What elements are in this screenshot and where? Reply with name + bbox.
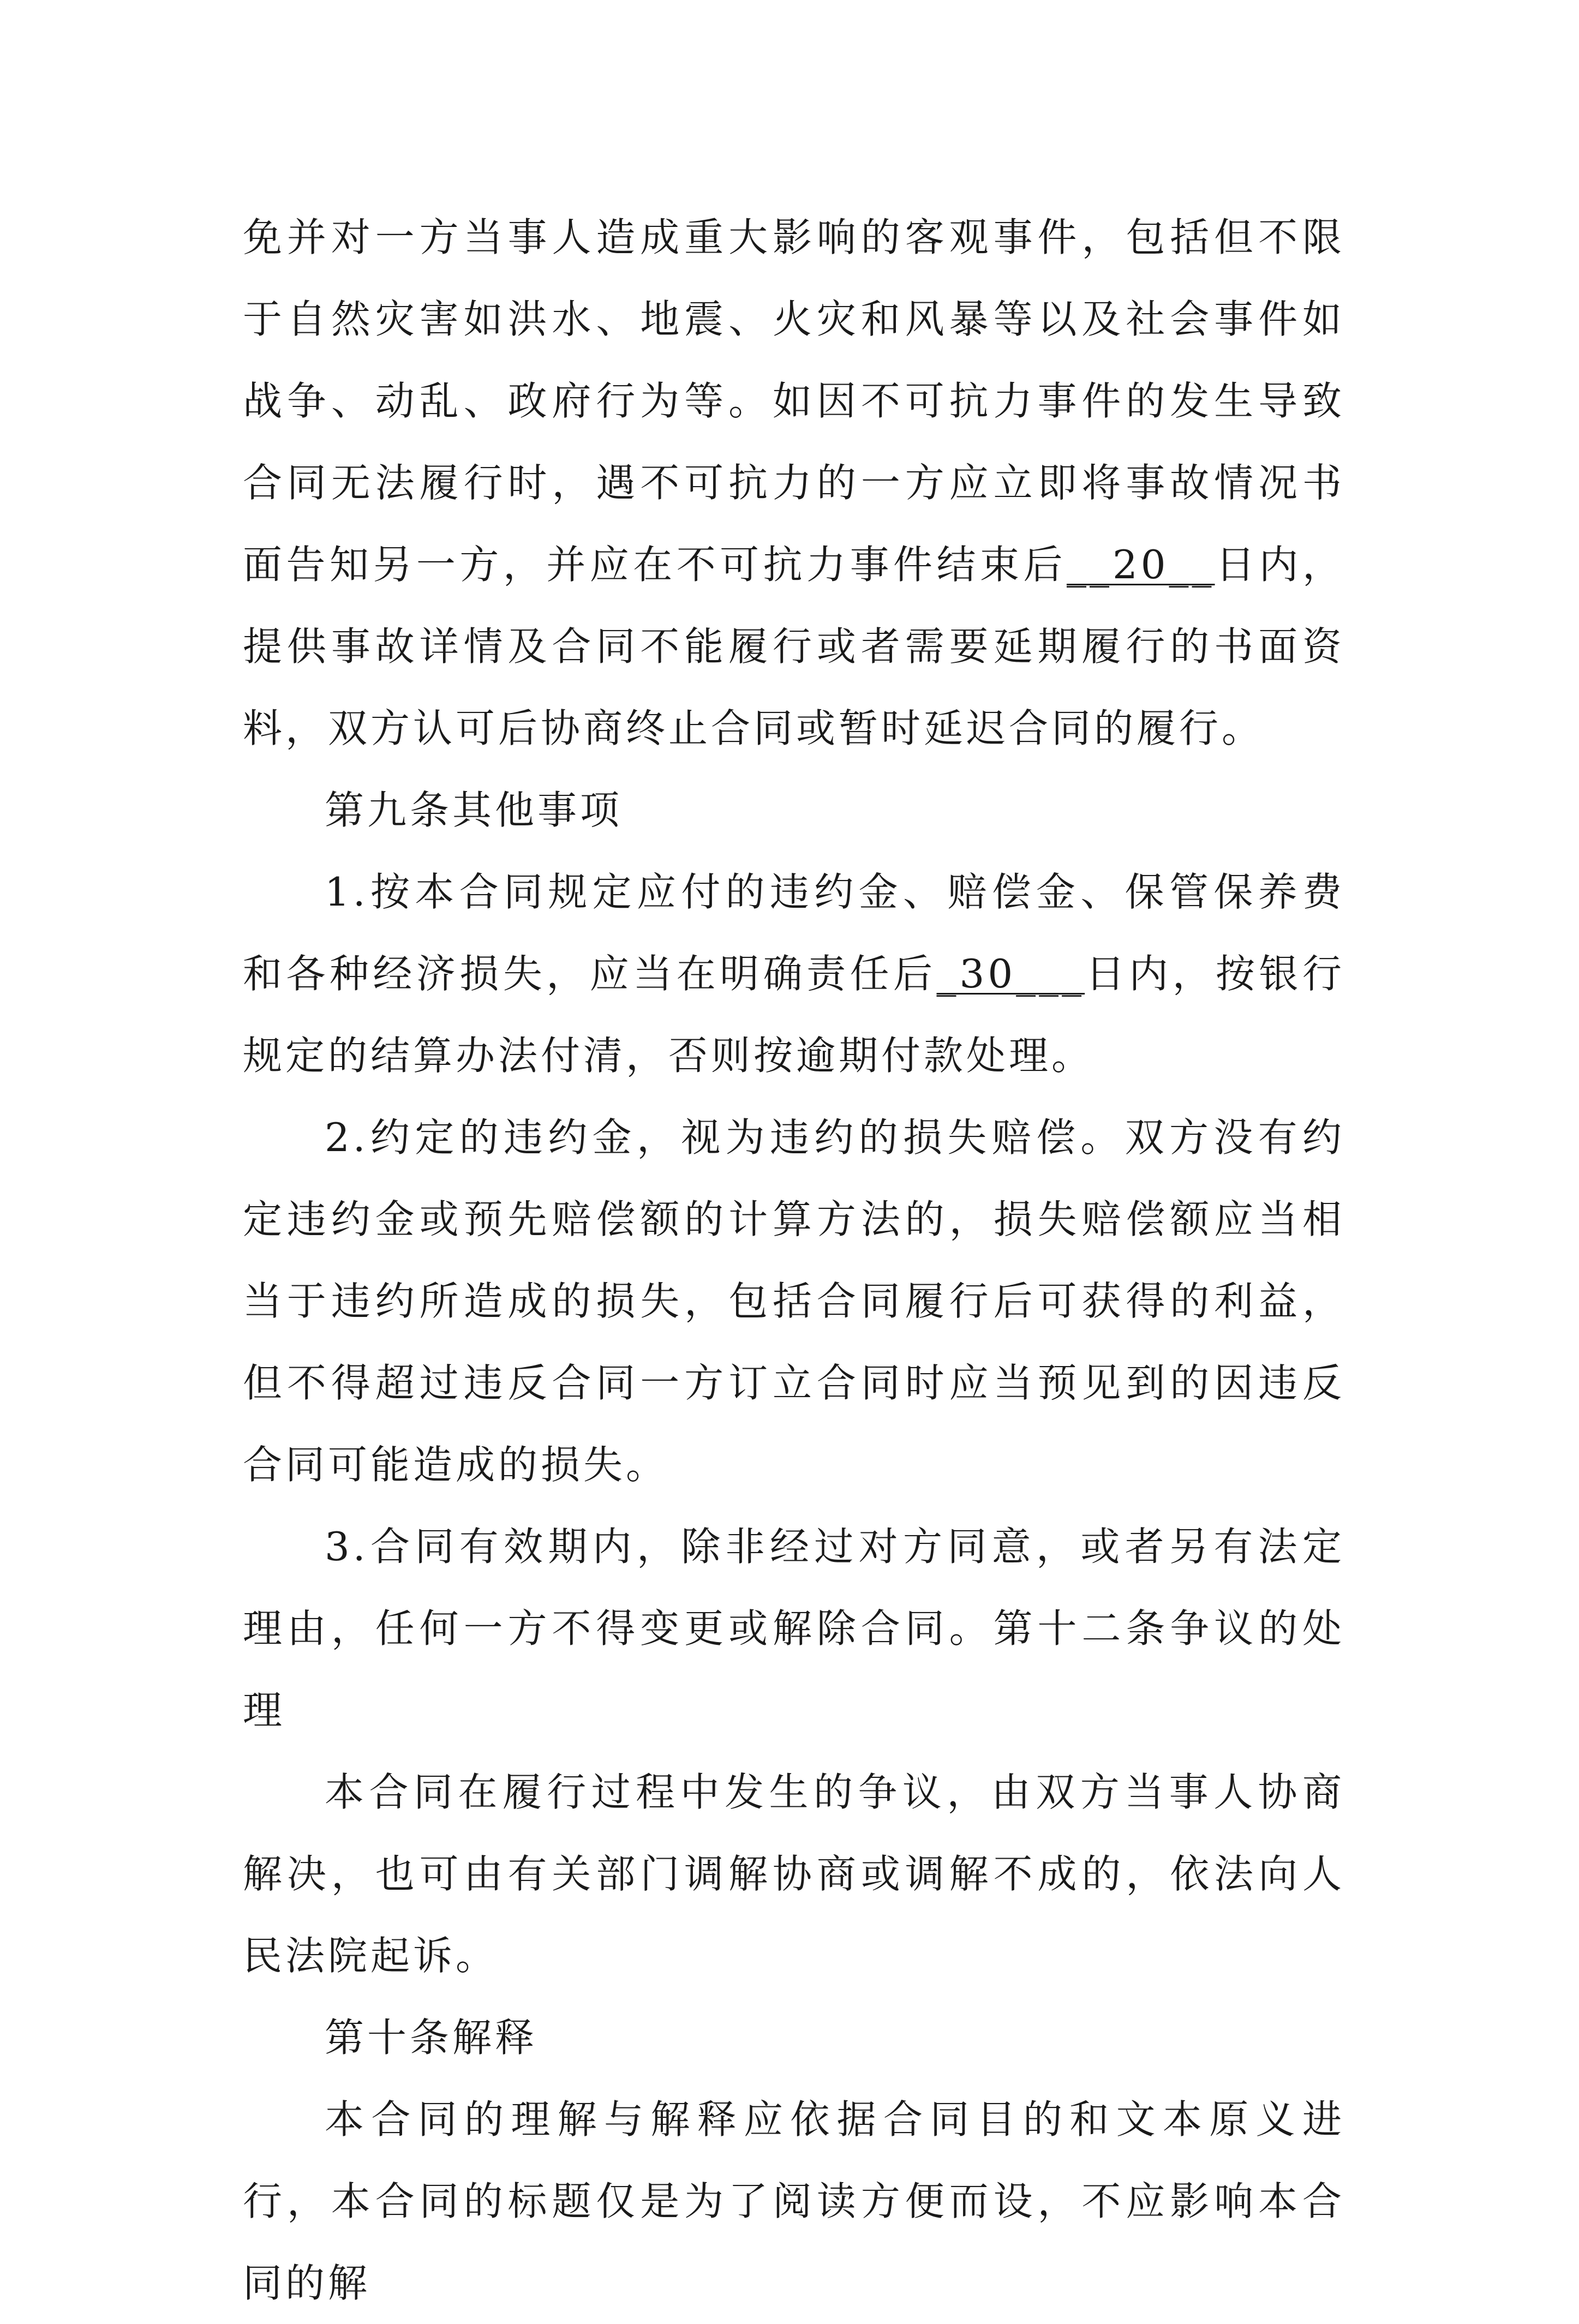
heading-text: 第十条解释 — [325, 2015, 538, 2061]
text-run: 日内，按银行规定的结算办法付清，否则按逾期付款处理。 — [243, 951, 1345, 1079]
heading-text: 第九条其他事项 — [325, 787, 623, 833]
paragraph-interpretation — [243, 2079, 1345, 2324]
text-run: 本合同的理解与解释应依据合同目的和文本原义进行，本合同的标题仅是为了阅读方便而设，不应影响本合同的解 — [243, 2097, 1345, 2306]
document-body — [243, 196, 1345, 2324]
paragraph-article-9-item-3 — [243, 1506, 1345, 1751]
article-10-heading — [243, 1997, 1345, 2079]
text-run: 3.合同有效期内，除非经过对方同意，或者另有法定理由，任何一方不得变更或解除合同。第十二条争议的处理 — [243, 1524, 1345, 1733]
fill-blank-days: __20__ — [1066, 542, 1215, 588]
article-9-heading — [243, 769, 1345, 851]
text-run: 2.约定的违约金，视为违约的损失赔偿。双方没有约定违约金或预先赔偿额的计算方法的，损失赔偿额应当相当于违约所造成的损失，包括合同履行后可获得的利益，但不得超过违反合同一方订立合同时应当预见到的因违反合同可能造成的损失。 — [243, 1115, 1345, 1488]
paragraph-dispute-resolution — [243, 1751, 1345, 1997]
text-run: 日内，提供事故详情及合同不能履行或者需要延期履行的书面资料，双方认可后协商终止合同或暂时延迟合同的履行。 — [243, 542, 1345, 751]
text-run: 免并对一方当事人造成重大影响的客观事件，包括但不限于自然灾害如洪水、地震、火灾和风暴等以及社会事件如战争、动乱、政府行为等。如因不可抗力事件的发生导致合同无法履行时，遇不可抗力的一方应立即将事故情况书面告知另一方，并应在不可抗力事件结束后 — [243, 214, 1345, 588]
text-run: 本合同在履行过程中发生的争议，由双方当事人协商解决，也可由有关部门调解协商或调解不成的，依法向人民法院起诉。 — [243, 1769, 1345, 1979]
fill-blank-days: _30___ — [936, 951, 1085, 997]
paragraph-article-9-item-2 — [243, 1097, 1345, 1506]
paragraph-article-9-item-1 — [243, 851, 1345, 1097]
text-run: 1.按本合同规定应付的违约金、赔偿金、保管保养费和各种经济损失，应当在明确责任后 — [243, 869, 1345, 997]
paragraph-force-majeure — [243, 196, 1345, 769]
